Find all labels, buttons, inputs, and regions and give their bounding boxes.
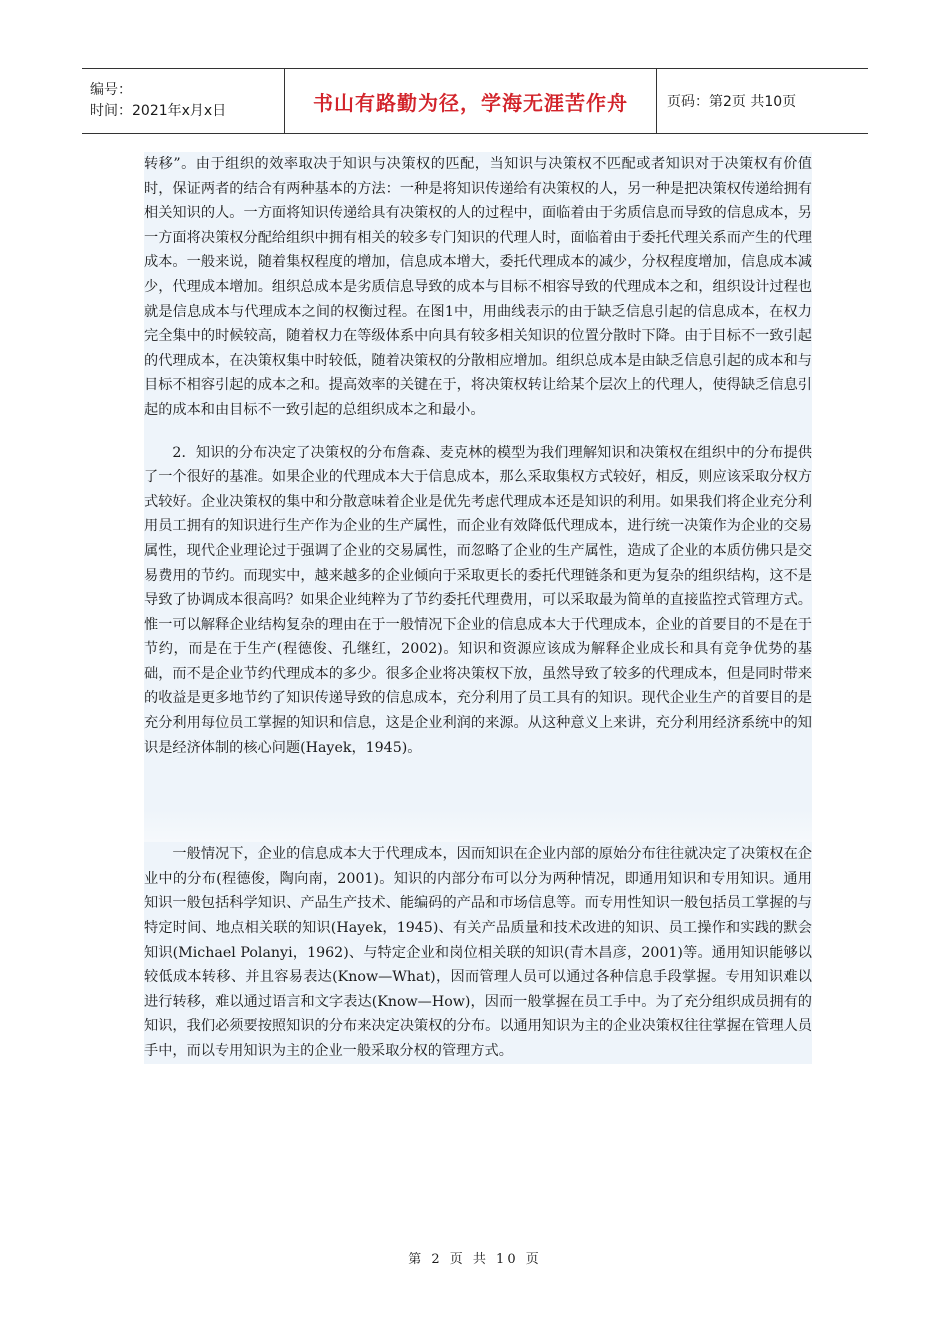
- paragraph-gap: [144, 760, 812, 842]
- page-footer: 第 2 页 共 10 页: [408, 1252, 542, 1267]
- document-number-label: 编号：: [90, 82, 132, 98]
- paragraph-3: 一般情况下，企业的信息成本大于代理成本，因而知识在企业内部的原始分布往往就决定了决策权在企业中的分布(程德俊，陶向南，2001)。知识的内部分布可以分为两种情况，即通用知识和专用知识。通用知识一般包括科学知识、产品生产技术、能编码的产品和市场信息等。而专用性知识一般包括员工掌握的与特定时间、地点相关联的知识(Hayek，1945)、有关产品质量和技术改进的知识、员工操作和实践的默会知识(Michael Polanyi，1962)、与特定企业和岗位相关联的知识(青木昌彦，2001)等。通用知识能够以较低成本转移、并且容易表达(Know—What)，因而管理人员可以通过各种信息手段掌握。专用知识难以进行转移，难以通过语言和文字表达(Know—How)，因而一般掌握在员工手中。为了充分组织成员拥有的知识，我们必须要按照知识的分布来决定决策权的分布。以通用知识为主的企业决策权往往掌握在管理人员手中，而以专用知识为主的企业一般采取分权的管理方式。: [144, 842, 812, 1063]
- header-motto-cell: [285, 69, 657, 133]
- paragraph-2: 2．知识的分布决定了决策权的分布詹森、麦克林的模型为我们理解知识和决策权在组织中的分布提供了一个很好的基准。如果企业的代理成本大于信息成本，那么采取集权方式较好，相反，则应该采取分权方式较好。企业决策权的集中和分散意味着企业是优先考虑代理成本还是知识的利用。如果我们将企业充分利用员工拥有的知识进行生产作为企业的生产属性，而企业有效降低代理成本，进行统一决策作为企业的交易属性，现代企业理论过于强调了企业的交易属性，而忽略了企业的生产属性，造成了企业的本质仿佛只是交易费用的节约。而现实中，越来越多的企业倾向于采取更长的委托代理链条和更为复杂的组织结构，这不是导致了协调成本很高吗？如果企业纯粹为了节约委托代理费用，可以采取最为简单的直接监控式管理方式。惟一可以解释企业结构复杂的理由在于一般情况下企业的信息成本大于代理成本，企业的首要目的不是在于节约，而是在于生产(程德俊、孔继红，2002)。知识和资源应该成为解释企业成长和具有竞争优势的基础，而不是企业节约代理成本的多少。很多企业将决策权下放，虽然导致了较多的代理成本，但是同时带来的收益是更多地节约了知识传递导致的信息成本，充分利用了员工具有的知识。现代企业生产的首要目的是充分利用每位员工掌握的知识和信息，这是企业利润的来源。从这种意义上来讲，充分利用经济系统中的知识是经济体制的核心问题(Hayek，1945)。: [144, 441, 812, 761]
- header-page-cell: [657, 69, 868, 133]
- header-motto: 书山有路勤为径，学海无涯苦作舟: [313, 90, 628, 115]
- document-body: [144, 152, 812, 1064]
- paragraph-gap: [144, 423, 812, 441]
- header-page-label: 页码：第2页 共10页: [667, 94, 797, 110]
- paragraph-1: 转移”。由于组织的效率取决于知识与决策权的匹配，当知识与决策权不匹配或者知识对于决策权有价值时，保证两者的结合有两种基本的方法：一种是将知识传递给有决策权的人，另一种是把决策权传递给拥有相关知识的人。一方面将知识传递给具有决策权的人的过程中，面临着由于劣质信息而导致的信息成本，另一方面将决策权分配给组织中拥有相关的较多专门知识的代理人时，面临着由于委托代理关系而产生的代理成本。一般来说，随着集权程度的增加，信息成本增大，委托代理成本的减少，分权程度增加，信息成本减少，代理成本增加。组织总成本是劣质信息导致的成本与目标不相容导致的代理成本之和，组织设计过程也就是信息成本与代理成本之间的权衡过程。在图1中，用曲线表示的由于缺乏信息引起的信息成本，在权力完全集中的时候较高，随着权力在等级体系中向具有较多相关知识的位置分散时下降。由于目标不一致引起的代理成本，在决策权集中时较低，随着决策权的分散相应增加。组织总成本是由缺乏信息引起的成本和与目标不相容引起的成本之和。提高效率的关键在于，将决策权转让给某个层次上的代理人，使得缺乏信息引起的成本和由目标不一致引起的总组织成本之和最小。: [144, 152, 812, 423]
- document-time-label: 时间：2021年x月x日: [90, 103, 227, 119]
- page-header: [82, 68, 868, 134]
- header-info: [82, 69, 285, 133]
